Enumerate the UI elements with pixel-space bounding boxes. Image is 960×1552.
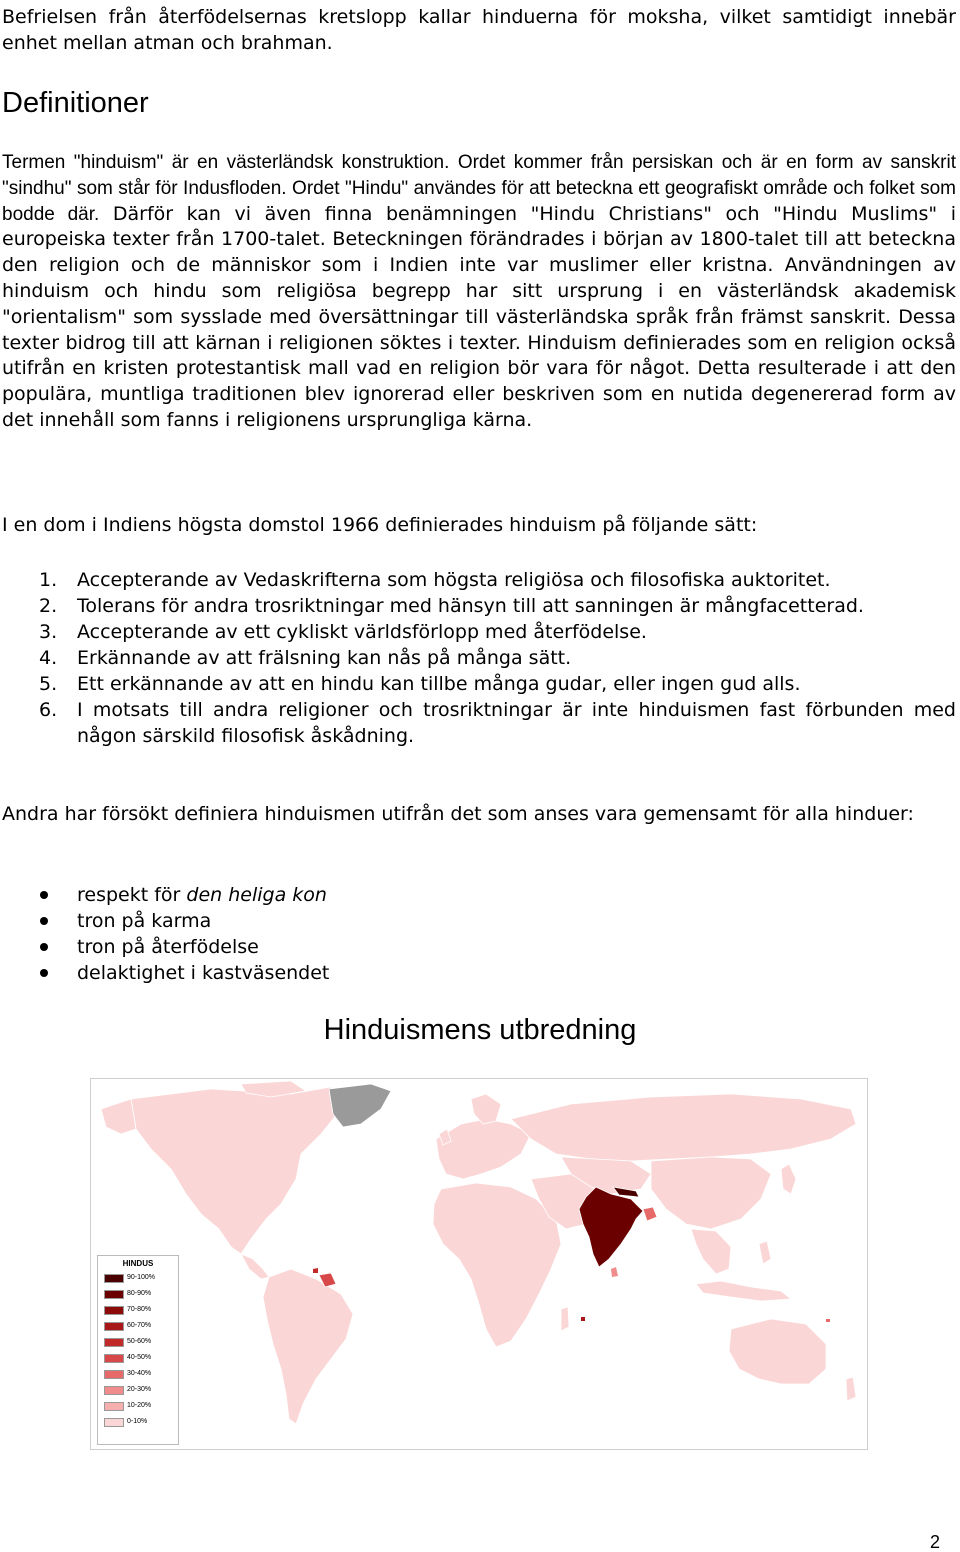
legend-swatch [104,1402,124,1411]
bullet-italic-text: den heliga kon [186,884,327,906]
trinidad-shape [313,1268,318,1273]
traits-bullet-list [2,882,956,986]
bullet-icon [40,969,48,977]
madagascar-shape [561,1307,569,1331]
list-text: Accepterande av Vedaskrifterna som högsta religiösa och filosofiska auktoritet. [77,569,831,591]
list-item [2,593,956,619]
list-text: Ett erkännande av att en hindu kan tillbe många gudar, eller ingen gud alls. [77,673,801,695]
bullet-text: tron på karma [77,910,212,932]
legend-item [104,1402,176,1412]
list-text: I motsats till andra religioner och trosriktningar är inte hinduismen fast förbunden med någon särskild filosofisk åskådning. [77,699,956,747]
scandinavia-shape [471,1094,501,1124]
legend-swatch [104,1322,124,1331]
paragraph-part-verdana: Därför kan vi även finna benämningen "Hindu Christians" och "Hindu Muslims" i europeiska texter från 1700-talet. Beteckningen förändrades i början av 1800-talet till att beteckna den religion och de människor som i Indien inte var muslimer eller kristna. Användningen av hinduism och hindu som religiösa begrepp har sitt ursprung i en västerländsk akademisk "orientalism" som sysslade med översättningar till västerländska språk från främst sanskrit. Dessa texter bidrog till att kärnan i religionen söktes i texter. Hinduism definierades som en religion också utifrån en kristen protestantisk mall vad en religion bör vara för något. Detta resulterade i att den populära, muntliga traditionen blev ignorerad eller beskriven som en nutida degenererad form av det innehåll som fanns i religionens ursprungliga kärna. [2,202,956,431]
legend-swatch [104,1354,124,1363]
africa-shape [433,1183,561,1347]
legend-item [104,1290,176,1300]
russia-shape [511,1094,856,1161]
map-title: Hinduismens utbredning [323,1014,637,1046]
legend-item [104,1322,176,1332]
legend-label: 90-100% [127,1274,156,1281]
section-heading: Definitioner [2,87,149,119]
legend-swatch [104,1306,124,1315]
legend-label: 80-90% [127,1290,152,1297]
bullet-icon [40,891,48,899]
mauritius-shape [581,1317,585,1321]
list-text: Tolerans för andra trosriktningar med hänsyn till att sanningen är mångfacetterad. [77,595,864,617]
indonesia-shape [696,1281,791,1301]
south-america-shape [263,1269,353,1424]
new-zealand-shape [846,1377,856,1401]
bullet-item [2,882,956,908]
legend-label: 10-20% [127,1402,152,1409]
legend-label: 30-40% [127,1370,152,1377]
bullet-text: respekt för [77,884,187,906]
bangladesh-shape [643,1207,657,1221]
legend-swatch [104,1274,124,1283]
legend-swatch [104,1290,124,1299]
australia-shape [729,1319,826,1384]
page-number: 2 [930,1532,941,1552]
legend-label: 0-10% [127,1418,148,1425]
list-item [2,619,956,645]
legend-item [104,1370,176,1380]
greenland-shape [329,1084,391,1127]
bullet-text: delaktighet i kastväsendet [77,962,330,984]
map-legend [97,1255,179,1445]
fiji-shape [826,1319,830,1322]
bullet-item [2,908,956,934]
list-number: 4. [39,647,58,669]
list-number: 5. [39,673,58,695]
list-item [2,697,956,749]
alaska-shape [101,1099,136,1134]
india-shape [579,1187,643,1267]
world-map-figure [90,1078,868,1450]
bullet-text: tron på återfödelse [77,936,259,958]
bullet-item [2,960,956,986]
legend-label: 60-70% [127,1322,152,1329]
list-number: 6. [39,699,58,721]
definition-paragraph [2,150,956,434]
list-item [2,567,956,593]
japan-shape [781,1164,796,1194]
legend-item [104,1386,176,1396]
list-item [2,671,956,697]
sri-lanka-shape [611,1267,618,1277]
legend-swatch [104,1338,124,1347]
legend-item [104,1274,176,1284]
legend-item [104,1306,176,1316]
list-text: Erkännande av att frälsning kan nås på många sätt. [77,647,572,669]
legend-label: 50-60% [127,1338,152,1345]
intro-paragraph: Befrielsen från återfödelsernas kretslopp kallar hinduerna för moksha, vilket samtidigt innebär enhet mellan atman och brahman. [2,6,956,54]
list-text: Accepterande av ett cykliskt världsförlopp med återfödelse. [77,621,647,643]
legend-item [104,1418,176,1428]
legend-title: HINDUS [122,1259,154,1268]
legend-item [104,1354,176,1364]
legend-swatch [104,1386,124,1395]
definition-list [2,567,956,749]
europe-shape [436,1119,531,1179]
legend-item [104,1338,176,1348]
list-number: 1. [39,569,58,591]
china-shape [651,1157,771,1229]
legend-label: 40-50% [127,1354,152,1361]
bullet-icon [40,943,48,951]
southeast-asia-shape [691,1229,731,1274]
list-item [2,645,956,671]
bullet-item [2,934,956,960]
legend-label: 20-30% [127,1386,152,1393]
philippines-shape [759,1241,771,1264]
legend-swatch [104,1370,124,1379]
list-number: 3. [39,621,58,643]
north-america-shape [131,1087,341,1254]
paragraph-part-arial: Termen "hinduism" är en västerländsk konstruktion. Ordet kommer från persiskan och är en form av sanskrit "sindhu" som står för Indusfloden. Ordet "Hindu" användes för att beteckna ett geografiskt område och folket som bodde där. [2,152,956,225]
list-number: 2. [39,595,58,617]
world-map [91,1079,867,1449]
legend-swatch [104,1418,124,1427]
bullet-icon [40,917,48,925]
central-america-shape [241,1254,269,1279]
legend-label: 70-80% [127,1306,152,1313]
court-ruling-intro: I en dom i Indiens högsta domstol 1966 definierades hinduism på följande sätt: [2,514,758,536]
common-traits-intro: Andra har försökt definiera hinduismen utifrån det som anses vara gemensamt för alla hinduer: [2,803,914,825]
